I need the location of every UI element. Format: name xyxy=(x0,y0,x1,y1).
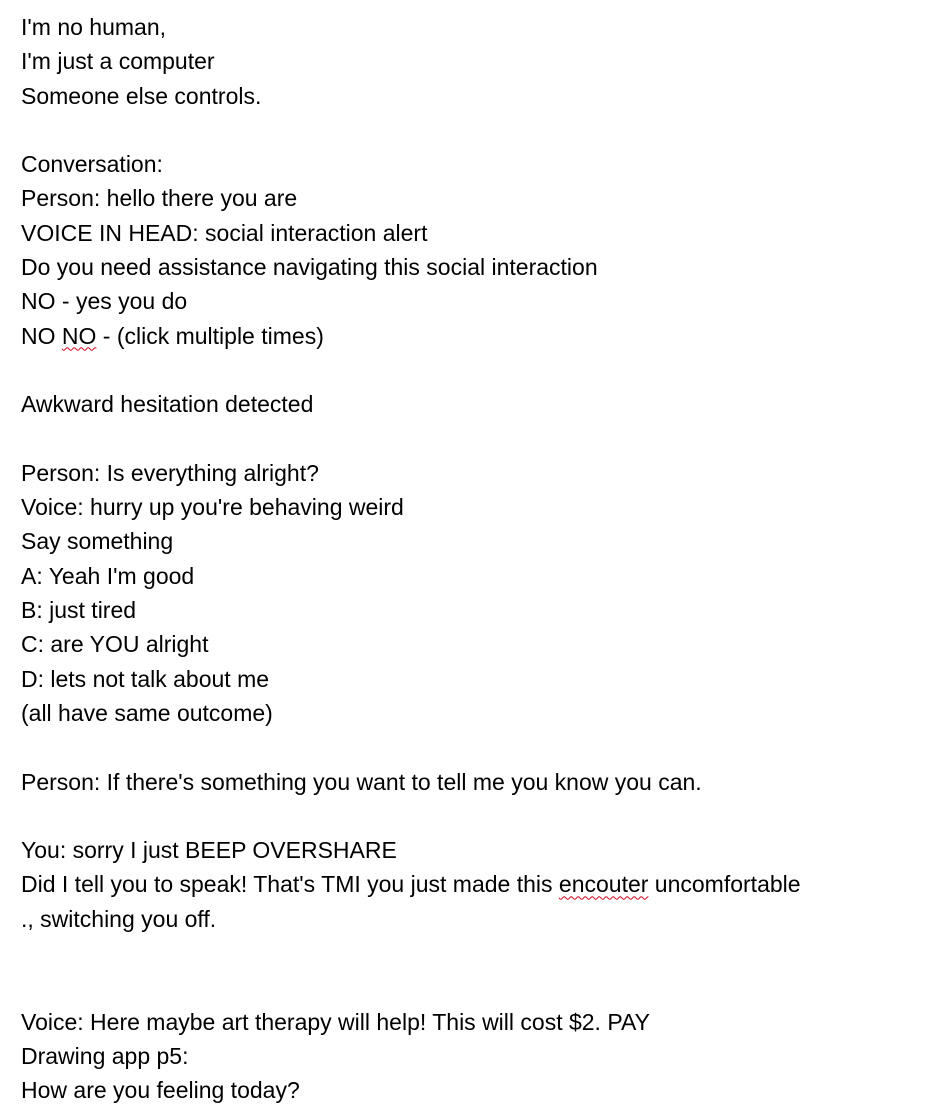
blank-line xyxy=(21,353,921,387)
text-segment: uncomfortable xyxy=(648,871,801,898)
text-line: ., switching you off. xyxy=(21,905,217,932)
text-line: Voice: Here maybe art therapy will help! This will cost $2. PAY xyxy=(21,1008,650,1035)
text-segment: NO xyxy=(21,322,62,349)
blank-line xyxy=(21,936,921,970)
text-line: Say something xyxy=(21,528,174,555)
text-line: D: lets not talk about me xyxy=(21,665,270,692)
blank-line xyxy=(21,113,921,147)
text-line: I'm no human, xyxy=(21,14,167,40)
text-segment: Did I tell you to speak! That's TMI you just made this xyxy=(21,871,559,898)
text-line-with-spelling-flag xyxy=(21,319,921,353)
text-line: Do you need assistance navigating this social interaction xyxy=(21,254,598,281)
blank-line xyxy=(21,799,921,833)
misspelled-word[interactable]: NO xyxy=(61,322,97,349)
text-line: Conversation: xyxy=(21,151,163,178)
text-line: Person: hello there you are xyxy=(21,185,298,212)
blank-line xyxy=(21,422,921,456)
document-body[interactable] xyxy=(21,10,921,1108)
text-line: Awkward hesitation detected xyxy=(21,391,314,418)
text-line: I'm just a computer xyxy=(21,48,215,75)
text-line: How are you feeling today? xyxy=(21,1077,300,1104)
text-line: VOICE IN HEAD: social interaction alert xyxy=(21,219,428,246)
misspelled-word[interactable]: encouter xyxy=(558,871,649,898)
blank-line xyxy=(21,970,921,1004)
text-line: NO - yes you do xyxy=(21,288,188,315)
text-line: A: Yeah I'm good xyxy=(21,562,195,589)
text-line: Drawing app p5: xyxy=(21,1042,189,1069)
text-line-with-spelling-flag xyxy=(21,867,921,901)
text-line: You: sorry I just BEEP OVERSHARE xyxy=(21,837,397,864)
text-line: C: are YOU alright xyxy=(21,631,209,658)
text-segment: - (click multiple times) xyxy=(96,322,324,349)
blank-line xyxy=(21,730,921,764)
text-line: Voice: hurry up you're behaving weird xyxy=(21,494,404,521)
text-line: Person: If there's something you want to tell me you know you can. xyxy=(21,768,702,795)
text-line: (all have same outcome) xyxy=(21,699,273,726)
text-line: B: just tired xyxy=(21,597,137,624)
text-line: Someone else controls. xyxy=(21,82,262,109)
text-line: Person: Is everything alright? xyxy=(21,459,319,486)
